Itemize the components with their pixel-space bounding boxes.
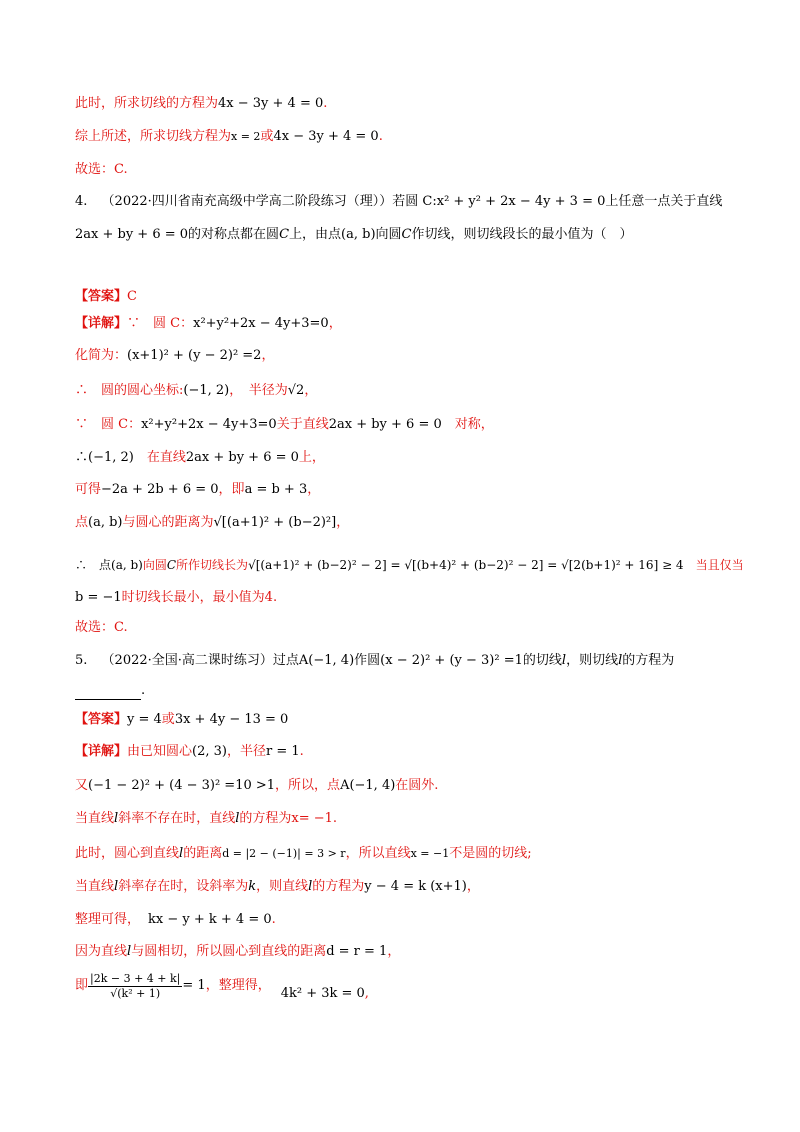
text: 时切线长最小，最小值为: [121, 590, 265, 605]
text: 的方程为: [239, 811, 292, 826]
question-number: 4.: [75, 194, 88, 209]
text: 过点: [272, 653, 299, 668]
detail-line: [75, 911, 276, 929]
math-eq: y − 4 = k (x+1): [364, 879, 467, 894]
math-eq: (−1 − 2)² + (4 − 3)² =10 >1: [88, 778, 276, 793]
math-var: C: [166, 558, 177, 572]
question-source: （2022·四川省南充高级中学高二阶段练习（理））: [101, 194, 393, 209]
math-var: C: [401, 227, 412, 242]
detail-line: [75, 968, 369, 1004]
math-eq: x²+y²+2x − 4y+3=0: [141, 417, 277, 432]
math-eq: √[(a+1)² + (b−2)² − 2] = √[(b+4)² + (b−2)² − 2] = √[2(b+1)² + 16] ≥ 4: [248, 558, 684, 572]
text: 可得: [75, 482, 102, 497]
math-eq: −2a + 2b + 6 = 0: [101, 482, 219, 497]
math-var: l: [114, 879, 119, 894]
text: 上任意一点关于直线: [605, 194, 723, 209]
text: 或: [260, 129, 274, 144]
math-var: l: [235, 811, 240, 826]
answer-5: [75, 711, 288, 729]
math-eq: 3x + 4y − 13 = 0: [174, 712, 289, 727]
text: 作圆: [354, 653, 381, 668]
math-eq: (x+1)² + (y − 2)² =2: [127, 348, 262, 363]
text: 化简为：: [75, 348, 128, 363]
math-var: l: [618, 653, 623, 668]
text: 整理可得，: [75, 912, 141, 927]
text: ,: [364, 986, 369, 1001]
math-eq: 4: [264, 590, 273, 605]
detail-line: [75, 619, 128, 637]
math-eq: r = 1: [266, 744, 300, 759]
text: 或: [161, 712, 175, 727]
math-eq: d = r = 1: [326, 944, 388, 959]
text: ，: [336, 515, 350, 530]
detail-line: [75, 777, 438, 795]
text: 所作切线长为: [176, 558, 249, 572]
text: ∵ 圆 C：: [75, 417, 142, 432]
text: ，: [304, 383, 318, 398]
text: 斜率存在时，设斜率为: [118, 879, 249, 894]
math-eq: 2ax + by + 6 = 0: [185, 450, 299, 465]
text: 向圆: [375, 227, 402, 242]
text: 在直线: [133, 450, 186, 465]
detail-line: [75, 514, 349, 532]
math-eq: √[(a+1)² + (b−2)²]: [213, 515, 337, 530]
math-var: l: [127, 944, 132, 959]
text: 故选：C.: [75, 162, 128, 177]
text: 因为直线: [75, 944, 128, 959]
question-5-line-2: [75, 682, 145, 700]
text: ，即: [218, 482, 245, 497]
text: ，则切线: [566, 653, 619, 668]
text: .: [332, 811, 338, 826]
math-eq: (−1, 2): [183, 383, 230, 398]
detail-line: [75, 878, 480, 896]
detail-tag: 【详解】: [75, 744, 128, 759]
text: ，则直线: [256, 879, 309, 894]
math-eq: (a, b): [88, 515, 123, 530]
math-var: k: [248, 879, 257, 894]
answer-blank: [75, 685, 141, 700]
math-var: l: [561, 653, 567, 668]
math-eq: A(−1, 4): [298, 653, 355, 668]
detail-line: [75, 347, 274, 365]
fraction-numerator: |2k − 3 + 4 + k|: [90, 971, 181, 985]
text: ，: [328, 316, 342, 331]
math-eq: 2ax + by + 6 = 0: [328, 417, 442, 432]
answer-tag: 【答案】: [75, 712, 128, 727]
math-eq: b = −1: [75, 590, 122, 605]
question-4-line-2: [75, 226, 633, 244]
text: 故选：C.: [75, 620, 128, 635]
text: ， 半径为: [229, 383, 288, 398]
math-eq: A(−1, 4): [340, 778, 396, 793]
text: ，: [307, 482, 321, 497]
text-line: [75, 95, 327, 113]
detail-line: [75, 315, 342, 333]
detail-line: [75, 382, 317, 400]
math-eq: x= −1: [291, 811, 333, 826]
text: 向圆: [142, 558, 167, 572]
text: 在圆外.: [395, 778, 439, 793]
text: 此时，所求切线的方程为: [75, 96, 219, 111]
text: 的切线: [522, 653, 562, 668]
text: ，整理得，: [205, 978, 271, 993]
math-eq: 2ax + by + 6 = 0: [75, 227, 189, 242]
text: 与圆相切，所以圆心到直线的距离: [131, 944, 327, 959]
detail-line: [75, 589, 277, 607]
math-var: l: [308, 879, 313, 894]
math-eq: x = 2: [231, 130, 261, 143]
text: 点: [75, 515, 89, 530]
detail-line: [75, 810, 337, 828]
text: ，半径: [226, 744, 266, 759]
text: 此时，圆心到直线: [75, 846, 180, 861]
text: 若圆 C:: [392, 194, 437, 209]
math-eq: √2: [287, 383, 305, 398]
math-eq: x²+y²+2x − 4y+3=0: [193, 316, 329, 331]
detail-line: [75, 556, 744, 574]
text: 当且仅当: [683, 558, 744, 572]
question-5-line-1: [75, 652, 674, 670]
text: .: [272, 590, 278, 605]
text: ，: [387, 944, 401, 959]
math-var: l: [179, 846, 184, 861]
text: 当直线: [75, 811, 115, 826]
math-eq: (x − 2)² + (y − 3)² =1: [380, 653, 523, 668]
answer-value: C: [127, 289, 137, 304]
math-eq: x = −1: [410, 847, 450, 860]
math-eq: y = 4: [127, 712, 162, 727]
math-eq: (a, b): [111, 558, 143, 572]
detail-line: [75, 845, 532, 863]
answer-tag: 【答案】: [75, 289, 128, 304]
text: 上，由点: [289, 227, 342, 242]
text: ∵ 圆 C：: [127, 316, 194, 331]
text: ，所以，点: [275, 778, 341, 793]
math-eq: (a, b): [341, 227, 376, 242]
detail-line: [75, 943, 400, 961]
fraction: [88, 972, 182, 1001]
detail-tag: 【详解】: [75, 316, 128, 331]
fraction-denominator: √(k² + 1): [110, 986, 161, 1000]
text: 对称，: [441, 417, 494, 432]
math-eq: 4x − 3y + 4 = 0: [273, 129, 379, 144]
text: 上，: [298, 450, 325, 465]
text: ，: [466, 879, 480, 894]
text: .: [299, 744, 304, 759]
question-4-line-1: [75, 193, 722, 211]
math-eq: 4k² + 3k = 0: [280, 986, 365, 1001]
text: 的方程为: [312, 879, 365, 894]
math-eq: (2, 3): [192, 744, 227, 759]
text-line: [75, 161, 128, 179]
text: 即: [75, 978, 89, 993]
math-eq: d = |2 − (−1)| = 3 > r: [222, 847, 346, 860]
text-line: [75, 128, 383, 146]
text: 综上所述，所求切线方程为: [75, 129, 232, 144]
text: 与圆心的距离为: [122, 515, 214, 530]
detail-line: [75, 743, 304, 761]
math-var: C: [279, 227, 290, 242]
question-number: 5.: [75, 653, 88, 668]
detail-line: [75, 449, 325, 467]
math-eq: 4x − 3y + 4 = 0: [218, 96, 324, 111]
text: .: [141, 683, 146, 698]
text: 由已知圆心: [127, 744, 193, 759]
answer-4: [75, 288, 137, 306]
math-eq: = 1: [182, 978, 206, 993]
text: 作切线，则切线段长的最小值为（ ）: [411, 227, 633, 242]
text: .: [271, 912, 276, 927]
text: .: [323, 96, 328, 111]
question-source: （2022·全国·高二课时练习）: [101, 653, 273, 668]
detail-line: [75, 481, 320, 499]
text: 斜率不存在时，直线: [118, 811, 236, 826]
math-eq: a = b + 3: [244, 482, 308, 497]
detail-line: [75, 416, 494, 434]
text: 当直线: [75, 879, 115, 894]
math-eq: ∴(−1, 2): [75, 450, 134, 465]
text: 的方程为: [622, 653, 675, 668]
text: 的对称点都在圆: [188, 227, 280, 242]
math-eq: x² + y² + 2x − 4y + 3 = 0: [436, 194, 606, 209]
math-eq: kx − y + k + 4 = 0: [148, 912, 272, 927]
text: 又: [75, 778, 89, 793]
text: .: [378, 129, 383, 144]
text: ∴ 圆的圆心坐标:: [75, 383, 184, 398]
text: 的距离: [183, 846, 223, 861]
text: ∴ 点: [75, 558, 112, 572]
text: 不是圆的切线;: [449, 846, 532, 861]
text: ，: [261, 348, 275, 363]
math-var: l: [114, 811, 119, 826]
text: 关于直线: [276, 417, 329, 432]
text: ，所以直线: [345, 846, 411, 861]
